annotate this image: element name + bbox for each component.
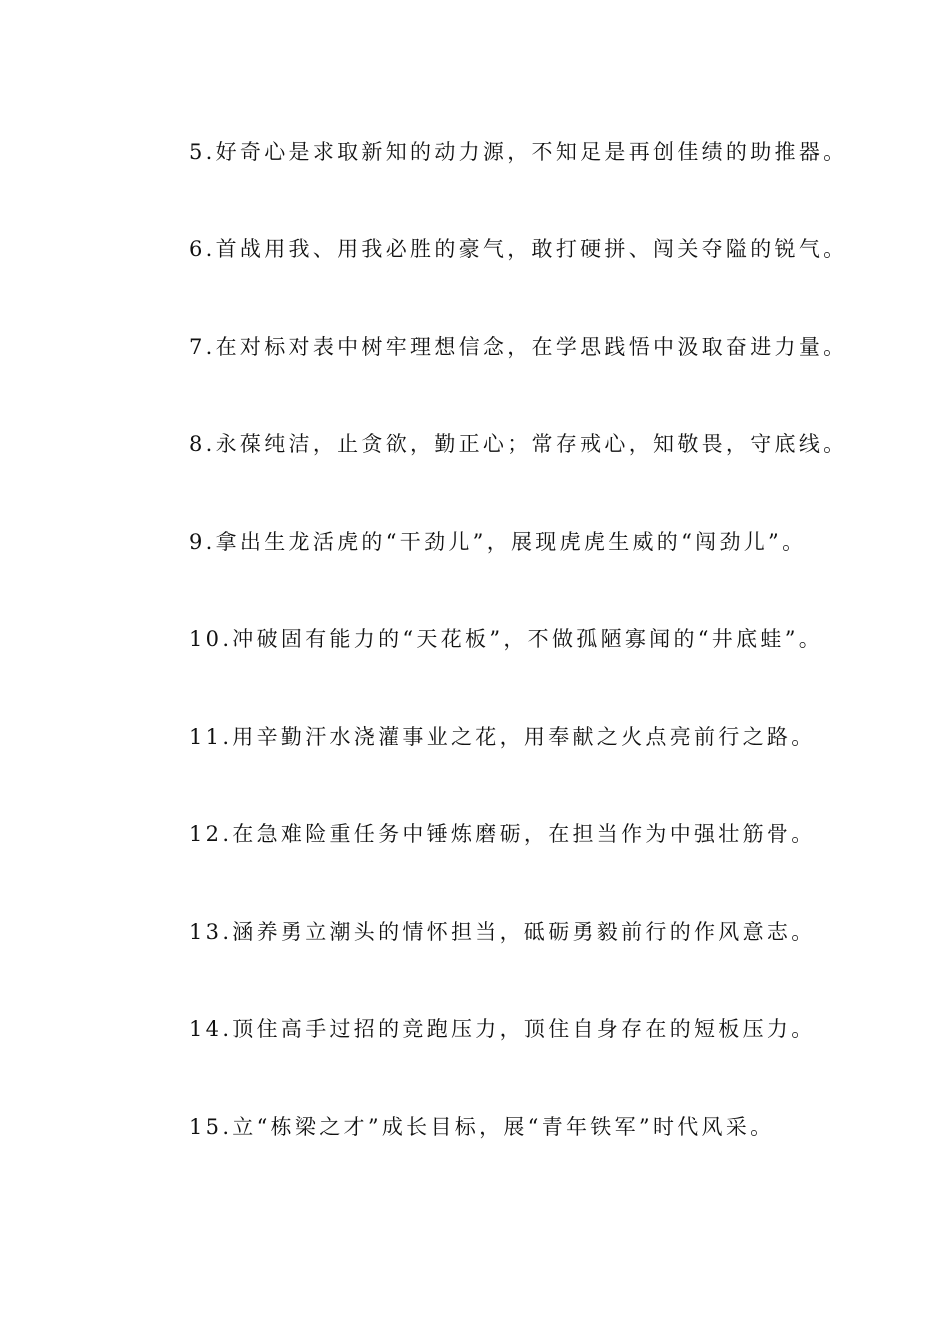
text-line: 7.在对标对表中树牢理想信念，在学思践悟中汲取奋进力量。 [189, 335, 848, 359]
text-line: 12.在急难险重任务中锤炼磨砺，在担当作为中强壮筋骨。 [189, 822, 816, 846]
text-line: 5.好奇心是求取新知的动力源，不知足是再创佳绩的助推器。 [189, 140, 848, 164]
text-line: 13.涵养勇立潮头的情怀担当，砥砺勇毅前行的作风意志。 [189, 920, 816, 944]
text-line: 8.永葆纯洁，止贪欲，勤正心；常存戒心，知敬畏，守底线。 [189, 432, 848, 456]
text-line: 15.立“栋梁之才”成长目标，展“青年铁军”时代风采。 [189, 1115, 775, 1139]
text-line: 9.拿出生龙活虎的“干劲儿”，展现虎虎生威的“闯劲儿”。 [189, 530, 807, 554]
text-line: 10.冲破固有能力的“天花板”，不做孤陋寡闻的“井底蛙”。 [189, 627, 824, 651]
text-line: 11.用辛勤汗水浇灌事业之花，用奉献之火点亮前行之路。 [189, 725, 816, 749]
text-line: 6.首战用我、用我必胜的豪气，敢打硬拼、闯关夺隘的锐气。 [189, 237, 848, 261]
text-line: 14.顶住高手过招的竞跑压力，顶住自身存在的短板压力。 [189, 1017, 816, 1041]
